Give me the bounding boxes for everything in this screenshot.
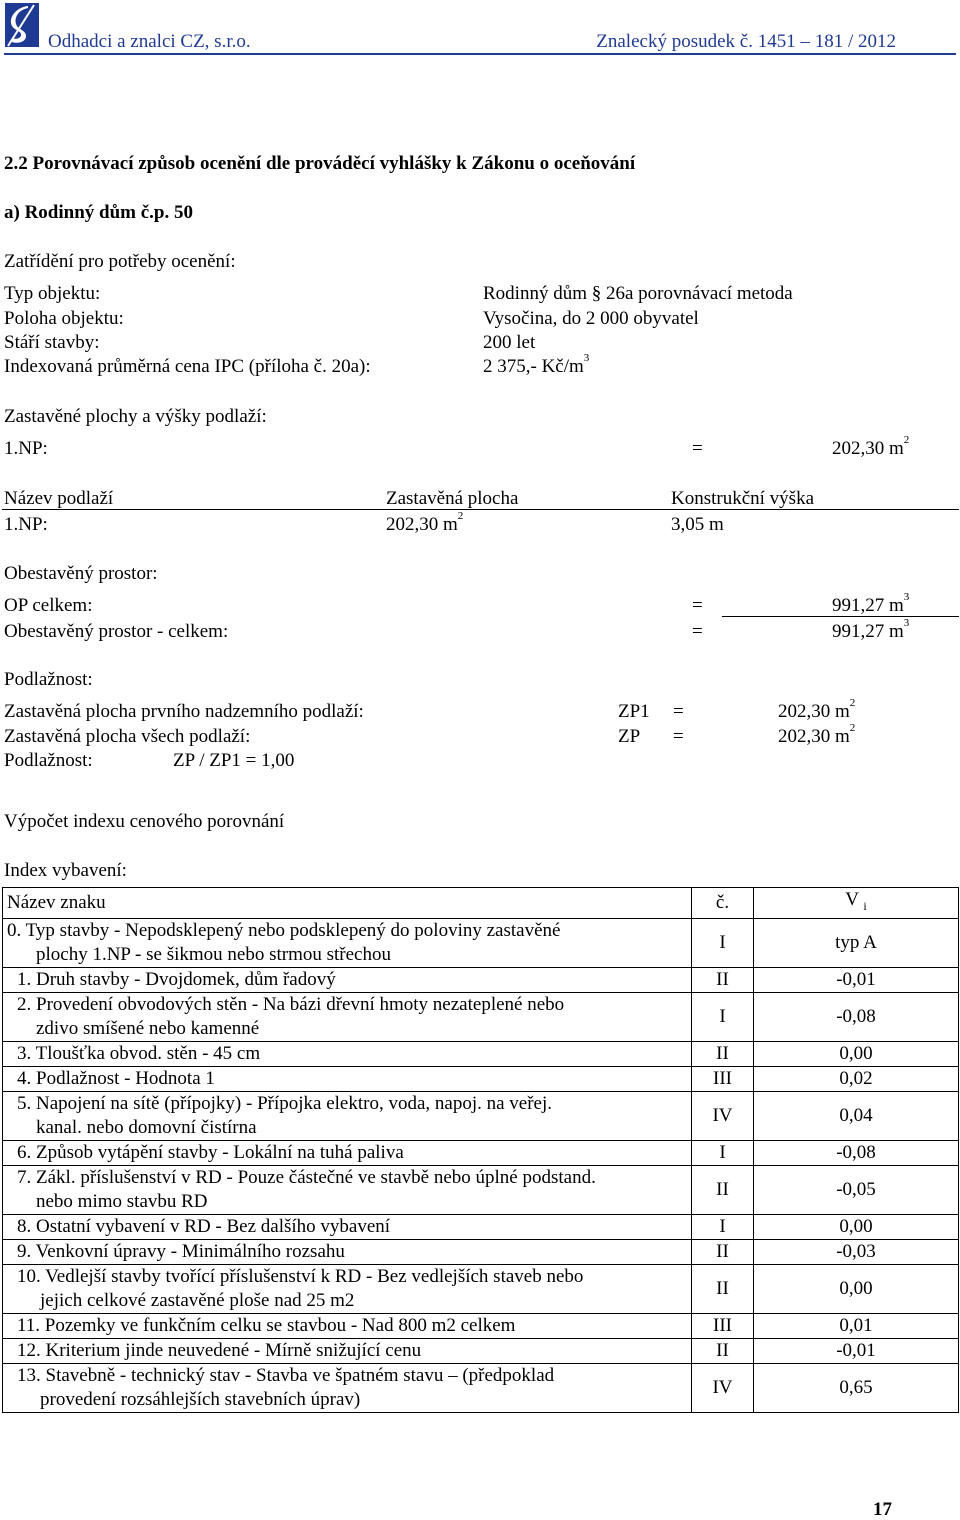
feature-number: III (692, 1313, 754, 1338)
feature-number: I (692, 918, 754, 967)
zp1-eq: = (673, 701, 684, 722)
zp-label: Zastavěná plocha všech podlaží: (4, 726, 251, 747)
feature-number: III (692, 1066, 754, 1091)
floor-ratio-result-value: ZP / ZP1 = 1,00 (173, 750, 295, 771)
feature-name-line: 5. Napojení na sítě (přípojky) - Přípojka elektro, voda, napoj. na veřej. (17, 1092, 553, 1114)
class-label-ipc: Indexovaná průměrná cena IPC (příloha č. 20a): (4, 356, 371, 377)
feature-name (3, 1363, 692, 1412)
feature-value: 0,02 (754, 1066, 959, 1091)
feature-value: 0,00 (754, 1264, 959, 1313)
feature-name-line: 4. Podlažnost - Hodnota 1 (17, 1067, 215, 1089)
table-row (3, 967, 959, 992)
feature-name-line: 13. Stavebně - technický stav - Stavba ve špatném stavu – (předpoklad (17, 1364, 555, 1386)
feature-name-line: plochy 1.NP - se šikmou nebo strmou střechou (36, 943, 391, 965)
feature-number: I (692, 1214, 754, 1239)
feature-name (3, 1165, 692, 1214)
feature-name-line: 11. Pozemky ve funkčním celku se stavbou - Nad 800 m2 celkem (17, 1314, 516, 1336)
class-value-location: Vysočina, do 2 000 obyvatel (483, 308, 699, 329)
feature-number: II (692, 1239, 754, 1264)
feature-number: IV (692, 1091, 754, 1140)
floor-area-heading: Zastavěné plochy a výšky podlaží: (4, 406, 267, 427)
feature-number: I (692, 1140, 754, 1165)
feature-name (3, 918, 692, 967)
table-row (3, 1313, 959, 1338)
volume-total-label: Obestavěný prostor - celkem: (4, 621, 229, 642)
header-no: č. (692, 888, 754, 919)
feature-name-line: provedení rozsáhlejších stavebních úprav) (40, 1388, 361, 1410)
feature-name (3, 1338, 692, 1363)
volume-heading: Obestavěný prostor: (4, 563, 158, 584)
header-company: Odhadci a znalci CZ, s.r.o. (48, 31, 251, 52)
feature-value: 0,00 (754, 1041, 959, 1066)
table-row (3, 1066, 959, 1091)
volume-op-value: 991,27 $m^3$ (832, 591, 910, 616)
feature-name (3, 1140, 692, 1165)
table-row (3, 1041, 959, 1066)
volume-op-eq: = (692, 595, 703, 616)
feature-value: typ A (754, 918, 959, 967)
classification-heading: Zatřídění pro potřeby ocenění: (4, 251, 236, 272)
feature-name-line: 6. Způsob vytápění stavby - Lokální na tuhá paliva (17, 1141, 404, 1163)
zp1-label: Zastavěná plocha prvního nadzemního podlaží: (4, 701, 364, 722)
table-row (3, 1363, 959, 1412)
feature-name (3, 967, 692, 992)
volume-total-value: 991,27 $m^3$ (832, 617, 910, 642)
header-report-number: Znalecký posudek č. 1451 – 181 / 2012 (596, 31, 896, 52)
zp1-value: 202,30 $m^2$ (778, 697, 856, 722)
floor-table-header-area: Zastavěná plocha (386, 488, 519, 509)
feature-name-line: 1. Druh stavby - Dvojdomek, dům řadový (17, 968, 336, 990)
calc-heading: Výpočet indexu cenového porovnání (4, 811, 285, 832)
feature-name-line: 8. Ostatní vybavení v RD - Bez dalšího vybavení (17, 1215, 391, 1237)
volume-total-eq: = (692, 621, 703, 642)
class-label-type: Typ objektu: (4, 283, 101, 304)
feature-number: IV (692, 1363, 754, 1412)
feature-value: 0,01 (754, 1313, 959, 1338)
feature-value: -0,01 (754, 1338, 959, 1363)
feature-name-line: 12. Kriterium jinde neuvedené - Mírně snižující cenu (17, 1339, 422, 1361)
class-value-type: Rodinný dům § 26a porovnávací metoda (483, 283, 793, 304)
feature-name (3, 1264, 692, 1313)
table-row (3, 1214, 959, 1239)
feature-name-line: 2. Provedení obvodových stěn - Na bázi dřevní hmoty nezateplené nebo (17, 993, 565, 1015)
feature-value: -0,01 (754, 967, 959, 992)
floor-table-rule (2, 509, 959, 510)
feature-number: II (692, 1041, 754, 1066)
volume-op-label: OP celkem: (4, 595, 93, 616)
feature-name (3, 1239, 692, 1264)
feature-number: I (692, 992, 754, 1041)
feature-name-line: nebo mimo stavbu RD (36, 1190, 208, 1212)
floor-np-eq: = (692, 438, 703, 459)
subsection-title: a) Rodinný dům č.p. 50 (4, 202, 193, 223)
section-title: 2.2 Porovnávací způsob ocenění dle prováděcí vyhlášky k Zákonu o oceňování (4, 153, 636, 174)
feature-number: II (692, 1165, 754, 1214)
header-v: V $_i$ (754, 888, 959, 919)
class-value-age: 200 let (483, 332, 536, 353)
feature-name-line: kanal. nebo domovní čistírna (36, 1116, 257, 1138)
class-label-location: Poloha objektu: (4, 308, 124, 329)
index-table-header (3, 888, 959, 919)
table-row (3, 1338, 959, 1363)
feature-name-line: 3. Tloušťka obvod. stěn - 45 cm (17, 1042, 261, 1064)
feature-value: 0,00 (754, 1214, 959, 1239)
company-logo-icon (4, 2, 40, 48)
feature-name-line: zdivo smíšené nebo kamenné (36, 1017, 260, 1039)
feature-name (3, 1313, 692, 1338)
floor-ratio-heading: Podlažnost: (4, 669, 93, 690)
header-name: Název znaku (3, 888, 692, 919)
feature-value: -0,08 (754, 992, 959, 1041)
class-label-age: Stáří stavby: (4, 332, 100, 353)
page-number: 17 (873, 1499, 892, 1520)
index-heading: Index vybavení: (4, 860, 127, 881)
table-row (3, 992, 959, 1041)
floor-table-row-area: 202,30 $m^2$ (386, 510, 464, 535)
feature-number: II (692, 1264, 754, 1313)
feature-name-line: 7. Zákl. příslušenství v RD - Pouze částečné ve stavbě nebo úplné podstand. (17, 1166, 596, 1188)
table-row (3, 1140, 959, 1165)
class-value-ipc: 2 375,- $Kč/m^3$ (483, 352, 590, 377)
floor-table-header-name: Název podlaží (4, 488, 114, 509)
zp-eq: = (673, 726, 684, 747)
table-row (3, 1239, 959, 1264)
floor-np-label: 1.NP: (4, 438, 48, 459)
floor-ratio-result-label: Podlažnost: (4, 750, 93, 771)
feature-name (3, 1041, 692, 1066)
feature-value: -0,05 (754, 1165, 959, 1214)
feature-name (3, 1214, 692, 1239)
feature-number: II (692, 967, 754, 992)
floor-table-header-height: Konstrukční výška (671, 488, 815, 509)
floor-table-row-name: 1.NP: (4, 514, 48, 535)
table-row (3, 1264, 959, 1313)
table-row (3, 1165, 959, 1214)
feature-name (3, 1066, 692, 1091)
zp1-code: ZP1 (618, 701, 650, 722)
feature-value: 0,65 (754, 1363, 959, 1412)
feature-value: -0,08 (754, 1140, 959, 1165)
feature-value: -0,03 (754, 1239, 959, 1264)
table-row (3, 1091, 959, 1140)
feature-name-line: 10. Vedlejší stavby tvořící příslušenství k RD - Bez vedlejších staveb nebo (17, 1265, 584, 1287)
floor-np-value: 202,30 $m^2$ (832, 434, 910, 459)
floor-table-row-height: 3,05 m (671, 514, 724, 535)
feature-name-line: jejich celkové zastavěné ploše nad 25 m2 (40, 1289, 355, 1311)
feature-value: 0,04 (754, 1091, 959, 1140)
zp-code: ZP (618, 726, 641, 747)
feature-name-line: 0. Typ stavby - Nepodsklepený nebo podsklepený do poloviny zastavěné (7, 919, 561, 941)
zp-value: 202,30 $m^2$ (778, 722, 856, 747)
feature-name-line: 9. Venkovní úpravy - Minimálního rozsahu (17, 1240, 345, 1262)
header-rule (4, 53, 956, 55)
feature-name (3, 992, 692, 1041)
index-table (2, 887, 959, 1413)
feature-name (3, 1091, 692, 1140)
volume-sum-rule (722, 616, 959, 617)
table-row (3, 918, 959, 967)
feature-number: II (692, 1338, 754, 1363)
